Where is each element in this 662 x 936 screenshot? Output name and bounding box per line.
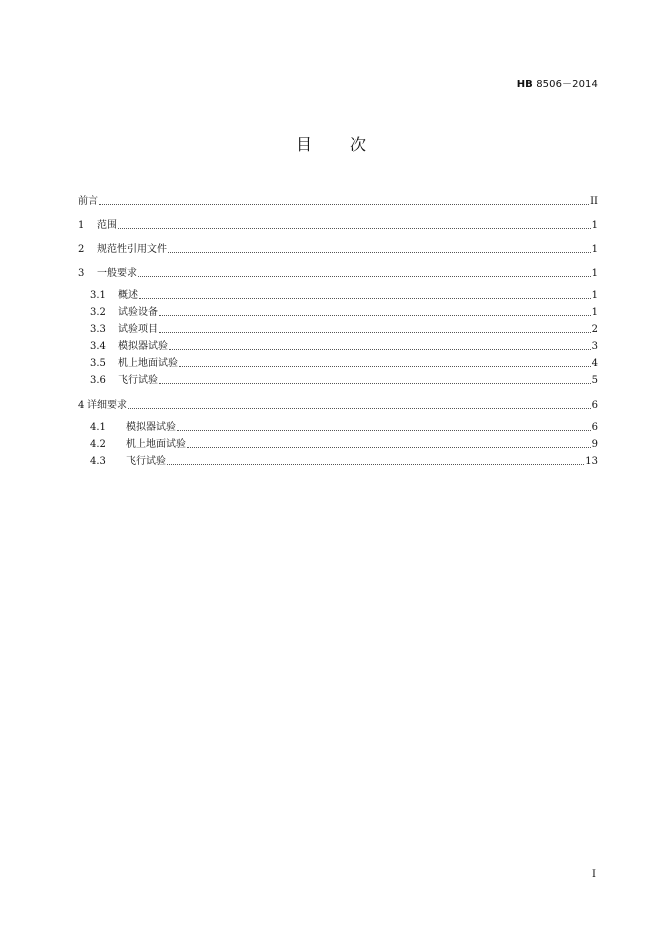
toc-entry-3-4[interactable] [78,336,598,353]
toc-entry-3-2[interactable] [78,302,598,319]
toc-entry-number: 3.2 [90,307,106,318]
standard-prefix: HB [516,79,533,90]
toc-entry-number: 4.1 [90,422,106,433]
toc-entry-text: 飞行试验 [118,375,158,386]
toc-page-number: 3 [591,341,598,352]
toc-entry-text: 概述 [118,290,138,301]
standard-number: 8506－2014 [536,79,598,90]
toc-entry-3-6[interactable] [78,370,598,387]
toc-leader-dots [159,332,591,333]
toc-entry-text: 一般要求 [97,268,137,279]
toc-page-number: 6 [591,422,598,433]
toc-page-number: 9 [591,439,598,450]
toc-entry-4[interactable] [78,387,598,412]
title-char-1: 目 [295,135,312,154]
toc-entry-text: 前言 [78,196,98,207]
toc-leader-dots [168,252,591,253]
toc-leader-dots [128,408,591,409]
toc-leader-dots [138,276,591,277]
toc-page-number: 4 [591,358,598,369]
toc-page-number: 6 [591,400,598,411]
toc-entry-number: 4.2 [90,439,106,450]
toc-leader-dots [179,366,591,367]
toc-entry-text: 试验项目 [118,324,158,335]
toc-entry-preface[interactable] [78,184,598,208]
toc-entry-text: 规范性引用文件 [97,244,167,255]
toc-entry-text: 详细要求 [87,400,127,411]
toc-entry-text: 机上地面试验 [118,358,178,369]
toc-entry-number: 4 [78,400,85,411]
standard-code [517,79,598,91]
toc-leader-dots [187,447,591,448]
toc-entry-text: 机上地面试验 [126,439,186,450]
toc-leader-dots [99,204,589,205]
toc-entry-4-1[interactable] [78,412,598,434]
toc-entry-number: 3.3 [90,324,106,335]
toc-entry-number: 2 [78,244,85,255]
toc-entry-number: 3.1 [90,290,106,301]
toc-entry-number: 1 [78,220,85,231]
toc-page-number: 2 [591,324,598,335]
toc-entry-text: 试验设备 [118,307,158,318]
title-char-2: 次 [350,135,367,154]
toc-entry-2[interactable] [78,232,598,256]
toc-entry-text: 模拟器试验 [118,341,168,352]
page-title [0,136,662,154]
toc-entry-number: 3.6 [90,375,106,386]
toc-entry-3-3[interactable] [78,319,598,336]
toc-entry-3[interactable] [78,256,598,280]
toc-leader-dots [118,228,591,229]
toc-leader-dots [159,383,591,384]
toc-leader-dots [159,315,591,316]
toc-page-number: 1 [591,268,598,279]
toc-entry-number: 3 [78,268,85,279]
toc-leader-dots [139,298,591,299]
toc-entry-text: 模拟器试验 [126,422,176,433]
toc-entry-4-2[interactable] [78,434,598,451]
toc-page-number: 1 [591,244,598,255]
toc-entry-text: 飞行试验 [126,456,166,467]
toc-page-number: 5 [591,375,598,386]
toc-page-number: 1 [591,290,598,301]
toc-leader-dots [169,349,591,350]
table-of-contents [78,184,598,468]
toc-entry-number: 3.4 [90,341,106,352]
toc-page-number: 1 [591,307,598,318]
toc-entry-text: 范围 [97,220,117,231]
toc-entry-3-5[interactable] [78,353,598,370]
toc-entry-number: 3.5 [90,358,106,369]
toc-page-number: 1 [591,220,598,231]
toc-page-number: II [590,196,598,207]
toc-leader-dots [177,430,591,431]
toc-entry-3-1[interactable] [78,280,598,302]
toc-entry-number: 4.3 [90,456,106,467]
toc-page-number: 13 [585,456,598,467]
toc-leader-dots [167,464,584,465]
toc-entry-1[interactable] [78,208,598,232]
toc-entry-4-3[interactable] [78,451,598,468]
footer-page-number: I [592,869,596,880]
